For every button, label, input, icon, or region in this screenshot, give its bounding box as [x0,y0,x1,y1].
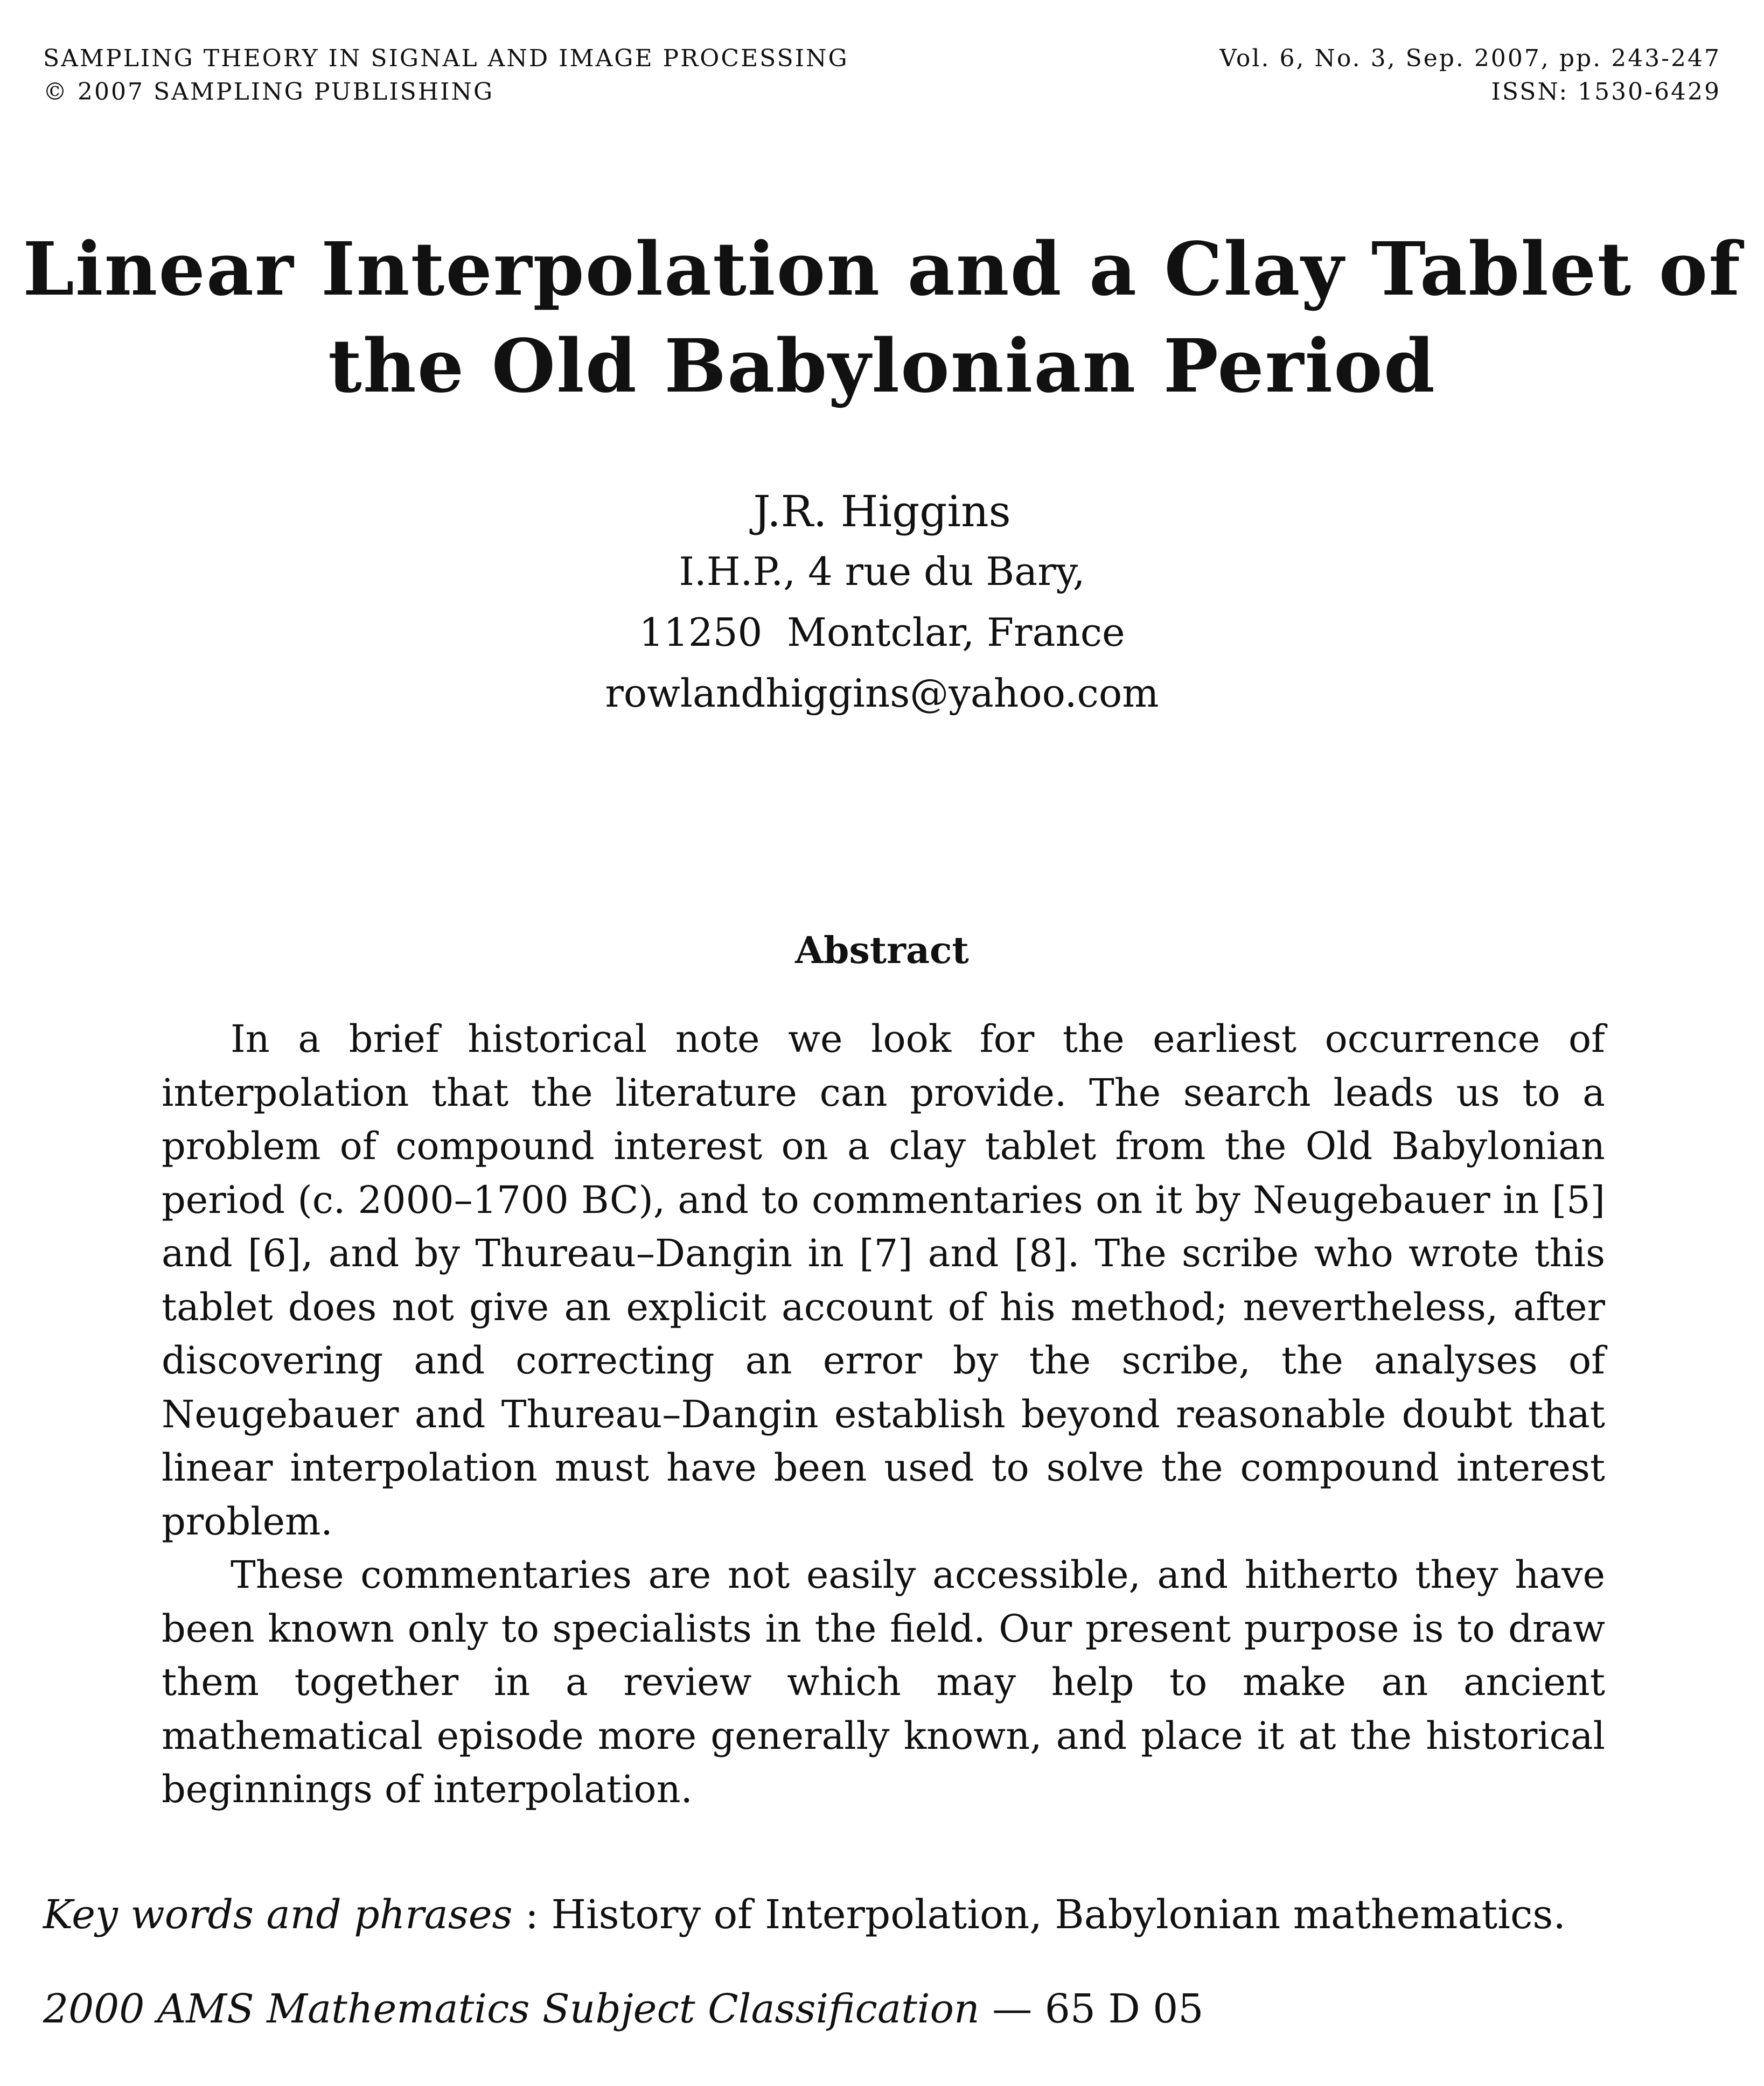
author-address-line-2: 11250 Montclar, France [639,610,1125,655]
title-line-1: Linear Interpolation and a Clay Tablet of [23,226,1741,312]
classification-label: 2000 AMS Mathematics Subject Classification [43,1986,980,2032]
running-head-left [43,42,849,109]
author-name: J.R. Higgins [753,486,1011,536]
abstract-paragraph-1: In a brief historical note we look for the earliest occurrence of interpolation that the literature can provide. The search leads us to a problem of compound interest on a clay tablet from the Old Babylonian period (c. 2000–1700 BC), and to commentaries on it by Neugebauer in [5] and [6], and by Thureau–Dangin in [7] and [8]. The scribe who wrote this tablet does not give an explicit account of his method; nevertheless, after discovering and correcting an error by the scribe, the analyses of Neugebauer and Thureau–Dangin establish beyond reasonable doubt that linear interpolation must have been used to solve the compound interest problem. [162,1017,1605,1544]
journal-name: SAMPLING THEORY IN SIGNAL AND IMAGE PROCESSING [43,45,849,72]
classification-separator: — [979,1986,1045,2032]
abstract-heading: Abstract [795,929,969,972]
copyright-line: © 2007 SAMPLING PUBLISHING [43,78,494,106]
author-email: rowlandhiggins@yahoo.com [605,671,1159,716]
author-address-line-1: I.H.P., 4 rue du Bary, [679,549,1085,594]
issn: ISSN: 1530-6429 [1491,78,1721,106]
paper-title [0,221,1764,415]
volume-info: Vol. 6, No. 3, Sep. 2007, pp. 243-247 [1219,45,1721,72]
keywords-separator: : [512,1892,552,1938]
keywords-value: History of Interpolation, Babylonian mathematics. [551,1892,1566,1938]
keywords-label: Key words and phrases [43,1892,513,1938]
title-line-2: the Old Babylonian Period [328,323,1436,409]
classification-line [43,1982,1734,2036]
abstract-body [162,1013,1605,1817]
keywords-line [43,1888,1734,1942]
classification-value: 65 D 05 [1044,1986,1204,2032]
abstract-paragraph-2: These commentaries are not easily accessible, and hitherto they have been known only to specialists in the field. Our present purpose is to draw them together in a review which may help to make an ancient mathematical episode more generally known, and place it at the historical beginnings of interpolation. [162,1553,1605,1811]
running-head-right [1219,42,1721,109]
author-block [0,482,1764,724]
